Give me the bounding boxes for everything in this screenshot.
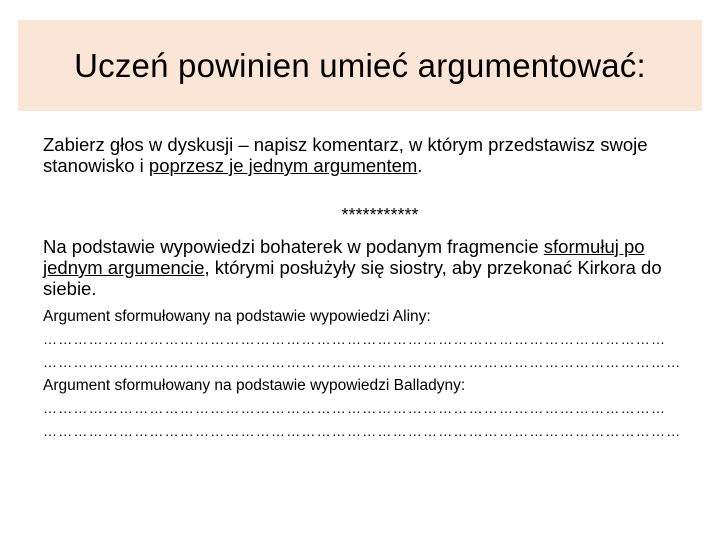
argument-label-balladyna: Argument sformułowany na podstawie wypowiedzi Balladyny: xyxy=(43,377,466,394)
answer-line-balladyna-2: ……………………………………………………………………………………………………………… xyxy=(43,423,682,439)
title-banner xyxy=(18,20,702,111)
answer-line-alina-1: …………………………………………………………………………………………………………… xyxy=(43,331,667,347)
task-1-before: Zabierz głos w dyskusji – napisz komentarz, w którym przedstawisz swoje stanowisko i xyxy=(43,134,648,176)
separator-stars: *********** xyxy=(341,205,419,225)
task-2-underlined: sformułuj po jednym argumencie xyxy=(43,236,645,278)
task-1-underlined: poprzesz je jednym argumentem xyxy=(148,155,418,176)
slide-content xyxy=(43,134,683,443)
slide-title: Uczeń powinien umieć argumentować: xyxy=(74,46,646,84)
task-2-before: Na podstawie wypowiedzi bohaterek w podanym fragmencie xyxy=(43,236,544,257)
answer-line-balladyna-1: …………………………………………………………………………………………………………… xyxy=(43,400,667,416)
task-1-text xyxy=(43,134,683,176)
task-2-after: , którymi posłużyły się siostry, aby przekonać Kirkora do siebie. xyxy=(43,257,662,299)
argument-section-balladyna xyxy=(43,374,683,443)
argument-section-alina xyxy=(43,305,683,374)
task-2-text xyxy=(43,236,683,299)
task-1-after: . xyxy=(417,155,423,176)
argument-label-alina: Argument sformułowany na podstawie wypowiedzi Aliny: xyxy=(43,308,431,325)
answer-line-alina-2: ……………………………………………………………………………………………………………… xyxy=(43,354,682,370)
